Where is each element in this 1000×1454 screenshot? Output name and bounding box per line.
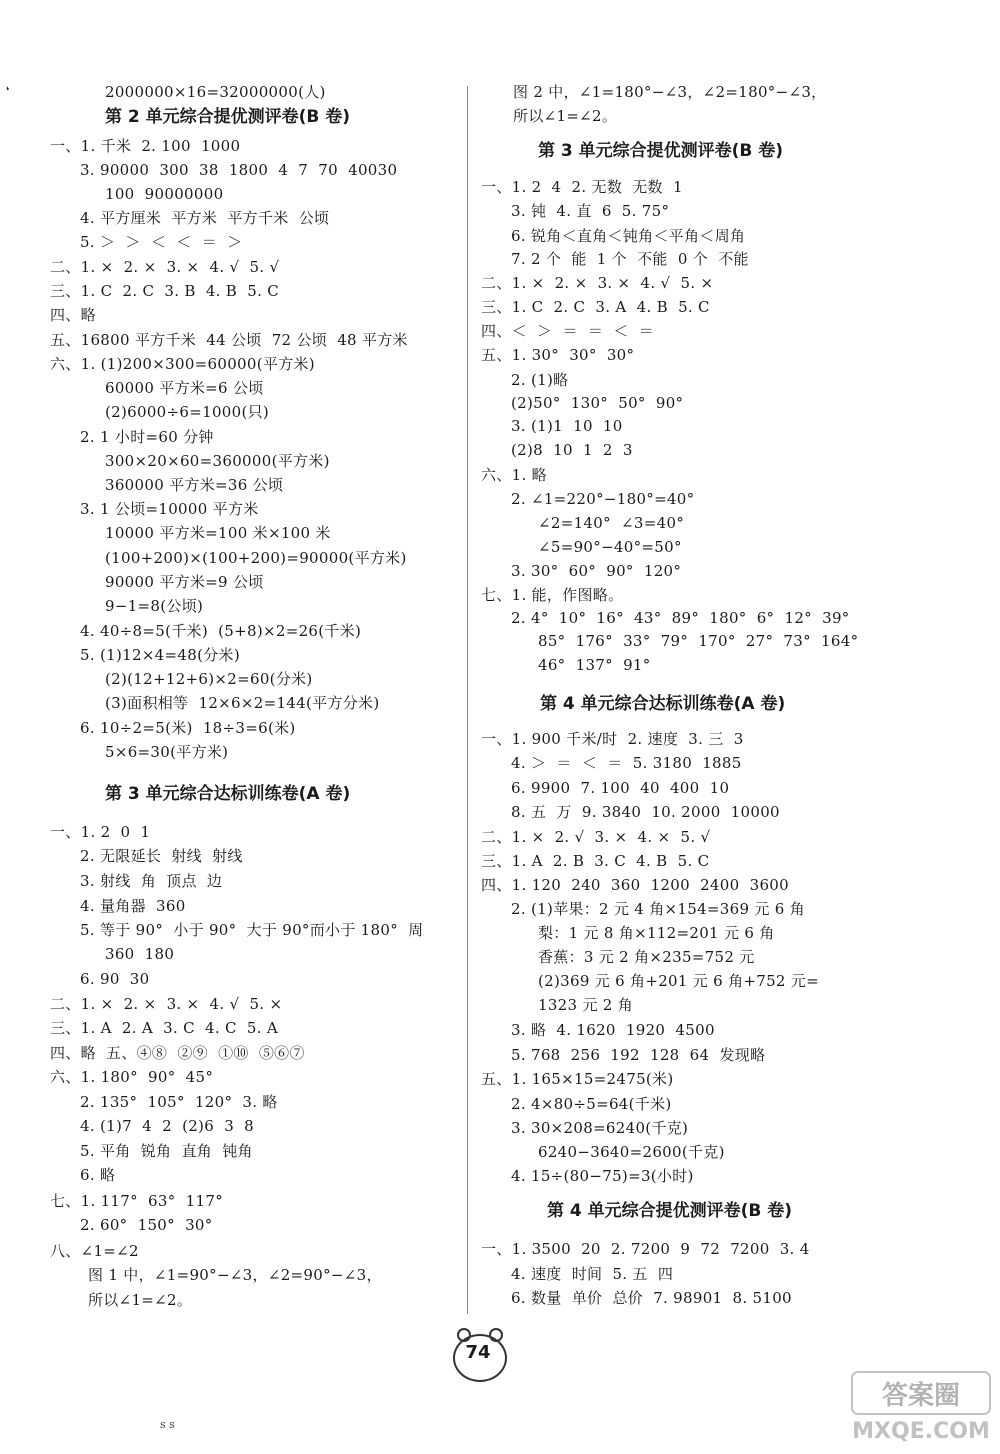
answer-line: 360000 平方米=36 公顷 (105, 476, 284, 494)
answer-line: 360 180 (105, 945, 175, 963)
watermark-title: 答案圈 (881, 1381, 961, 1411)
answer-line: 一、1. 千米 2. 100 1000 (50, 137, 241, 155)
answer-line: (3)面积相等 12×6×2=144(平方分米) (105, 694, 380, 712)
answer-line: 四、1. 120 240 360 1200 2400 3600 (481, 876, 789, 894)
answer-line: 300×20×60=360000(平方米) (105, 452, 330, 470)
answer-line: 100 90000000 (105, 185, 224, 203)
answer-line: 6. 9900 7. 100 40 400 10 (511, 779, 730, 797)
section-heading: 第 4 单元综合提优测评卷(B 卷) (547, 1201, 793, 1221)
answer-line: (100+200)×(100+200)=90000(平方米) (105, 549, 407, 567)
answer-line: 5. ＞ ＞ ＜ ＜ ＝ ＞ (80, 233, 243, 251)
answer-line: (2)(12+12+6)×2=60(分米) (105, 670, 313, 688)
answer-line: 一、1. 900 千米/时 2. 速度 3. 三 3 (481, 730, 744, 748)
answer-line: 三、1. C 2. C 3. B 4. B 5. C (50, 282, 280, 300)
answer-line: 5. 平角 锐角 直角 钝角 (80, 1142, 253, 1160)
answer-line: 四、略 (50, 306, 96, 324)
answer-line: 5×6=30(平方米) (105, 743, 229, 761)
answer-line: (2)8 10 1 2 3 (511, 441, 633, 459)
answer-line: 所以∠1=∠2。 (513, 107, 618, 125)
answer-line: 六、1. 略 (481, 466, 547, 484)
answer-line: 5. (1)12×4=48(分米) (80, 646, 240, 664)
answer-line: 5. 等于 90° 小于 90° 大于 90°而小于 180° 周 (80, 921, 424, 939)
answer-line: 4. ＞ ＝ ＜ ＝ 5. 3180 1885 (511, 754, 742, 772)
scan-mark: ꜱ ꜱ (160, 1418, 175, 1431)
answer-line: 图 1 中，∠1=90°−∠3，∠2=90°−∠3， (88, 1266, 382, 1284)
answer-line: 二、1. × 2. × 3. × 4. √ 5. × (50, 995, 283, 1013)
section-heading: 第 3 单元综合提优测评卷(B 卷) (538, 141, 784, 161)
answer-line: 二、1. × 2. × 3. × 4. √ 5. √ (50, 258, 280, 276)
answer-line: 八、∠1=∠2 (50, 1242, 139, 1260)
answer-line: (2)6000÷6=1000(只) (105, 403, 270, 421)
answer-line: 3. 钝 4. 直 6 5. 75° (511, 202, 670, 220)
answer-line: 4. 15÷(80−75)=3(小时) (511, 1167, 694, 1185)
answer-line: 2. 4° 10° 16° 43° 89° 180° 6° 12° 39° (511, 609, 850, 627)
answer-line: 3. 略 4. 1620 1920 4500 (511, 1021, 715, 1039)
answer-line: 2. 1 小时=60 分钟 (80, 428, 214, 446)
answer-line: 2. ∠1=220°−180°=40° (511, 490, 695, 508)
answer-line: 一、1. 3500 20 2. 7200 9 72 7200 3. 4 (481, 1240, 810, 1258)
answer-line: 60000 平方米=6 公顷 (105, 379, 264, 397)
answer-line: 五、1. 165×15=2475(米) (481, 1070, 674, 1088)
answer-line: 六、1. (1)200×300=60000(平方米) (50, 355, 315, 373)
corner-mark: ❛ (6, 86, 10, 97)
answer-line: 三、1. A 2. A 3. C 4. C 5. A (50, 1019, 278, 1037)
section-heading: 第 4 单元综合达标训练卷(A 卷) (540, 694, 786, 714)
answer-line: 2. 60° 150° 30° (80, 1216, 213, 1234)
answer-line: 5. 768 256 192 128 64 发现略 (511, 1046, 766, 1064)
answer-line: 90000 平方米=9 公顷 (105, 573, 264, 591)
answer-line: 2000000×16=32000000(人) (105, 83, 326, 101)
watermark-logo (848, 1366, 994, 1446)
answer-line: 3. 90000 300 38 1800 4 7 70 40030 (80, 161, 398, 179)
watermark-url: MXQE.COM (852, 1419, 990, 1444)
answer-line: 二、1. × 2. √ 3. × 4. × 5. √ (481, 828, 711, 846)
answer-line: 二、1. × 2. × 3. × 4. √ 5. × (481, 274, 714, 292)
answer-line: 四、＜ ＞ ＝ ＝ ＜ ＝ (481, 322, 655, 340)
answer-line: 6240−3640=2600(千克) (538, 1143, 725, 1161)
answer-line: 一、1. 2 0 1 (50, 823, 151, 841)
answer-line: 香蕉：3 元 2 角×235=752 元 (538, 948, 755, 966)
answer-line: 85° 176° 33° 79° 170° 27° 73° 164° (538, 632, 859, 650)
answer-line: 4. (1)7 4 2 (2)6 3 8 (80, 1117, 255, 1135)
answer-line: 4. 量角器 360 (80, 897, 186, 915)
answer-line: 10000 平方米=100 米×100 米 (105, 524, 331, 542)
page-number: 74 (465, 1342, 491, 1363)
answer-line: 6. 数量 单价 总价 7. 98901 8. 5100 (511, 1289, 792, 1307)
answer-line: 7. 2 个 能 1 个 不能 0 个 不能 (511, 250, 749, 268)
answer-line: ∠5=90°−40°=50° (538, 538, 682, 556)
answer-line: 46° 137° 91° (538, 656, 651, 674)
answer-line: 2. (1)略 (511, 371, 569, 389)
answer-line: ∠2=140° ∠3=40° (538, 514, 685, 532)
answer-line: 4. 速度 时间 5. 五 四 (511, 1265, 674, 1283)
answer-line: (2)369 元 6 角+201 元 6 角+752 元= (538, 972, 820, 990)
answer-line: 1323 元 2 角 (538, 996, 634, 1014)
answer-line: 3. 1 公顷=10000 平方米 (80, 500, 259, 518)
answer-line: 一、1. 2 4 2. 无数 无数 1 (481, 178, 683, 196)
answer-line: 3. 射线 角 顶点 边 (80, 872, 223, 890)
answer-line: 2. 4×80÷5=64(千米) (511, 1095, 672, 1113)
answer-line: (2)50° 130° 50° 90° (511, 394, 684, 412)
answer-line: 六、1. 180° 90° 45° (50, 1068, 214, 1086)
answer-line: 4. 平方厘米 平方米 平方千米 公顷 (80, 209, 330, 227)
answer-line: 6. 锐角＜直角＜钝角＜平角＜周角 (511, 227, 746, 245)
answer-line: 6. 10÷2=5(米) 18÷3=6(米) (80, 719, 296, 737)
answer-line: 三、1. C 2. C 3. A 4. B 5. C (481, 298, 710, 316)
answer-line: 五、16800 平方千米 44 公顷 72 公顷 48 平方米 (50, 331, 408, 349)
answer-line: 2. 无限延长 射线 射线 (80, 847, 243, 865)
answer-line: 七、1. 能，作图略。 (481, 586, 624, 604)
answer-line: 4. 40÷8=5(千米) (5+8)×2=26(千米) (80, 622, 362, 640)
answer-line: 2. (1)苹果：2 元 4 角×154=369 元 6 角 (511, 900, 805, 918)
answer-line: 6. 90 30 (80, 970, 150, 988)
answer-line: 梨：1 元 8 角×112=201 元 6 角 (538, 924, 775, 942)
answer-line: 图 2 中，∠1=180°−∠3，∠2=180°−∠3， (513, 83, 827, 101)
page-number-badge (443, 1328, 513, 1382)
answer-line: 9−1=8(公顷) (105, 597, 204, 615)
answer-line: 8. 五 万 9. 3840 10. 2000 10000 (511, 803, 780, 821)
answer-line: 3. 30×208=6240(千克) (511, 1119, 689, 1137)
column-divider (467, 86, 468, 1314)
answer-line: 所以∠1=∠2。 (88, 1291, 193, 1309)
answer-line: 七、1. 117° 63° 117° (50, 1192, 223, 1210)
answer-line: 6. 略 (80, 1166, 116, 1184)
answer-line: 2. 135° 105° 120° 3. 略 (80, 1093, 278, 1111)
answer-line: 四、略 五、④⑧ ②⑨ ①⑩ ⑤⑥⑦ (50, 1044, 305, 1062)
answer-line: 3. 30° 60° 90° 120° (511, 562, 682, 580)
answer-line: 五、1. 30° 30° 30° (481, 346, 635, 364)
answer-line: 3. (1)1 10 10 (511, 417, 623, 435)
section-heading: 第 2 单元综合提优测评卷(B 卷) (105, 107, 351, 127)
answer-line: 三、1. A 2. B 3. C 4. B 5. C (481, 852, 710, 870)
section-heading: 第 3 单元综合达标训练卷(A 卷) (105, 784, 351, 804)
